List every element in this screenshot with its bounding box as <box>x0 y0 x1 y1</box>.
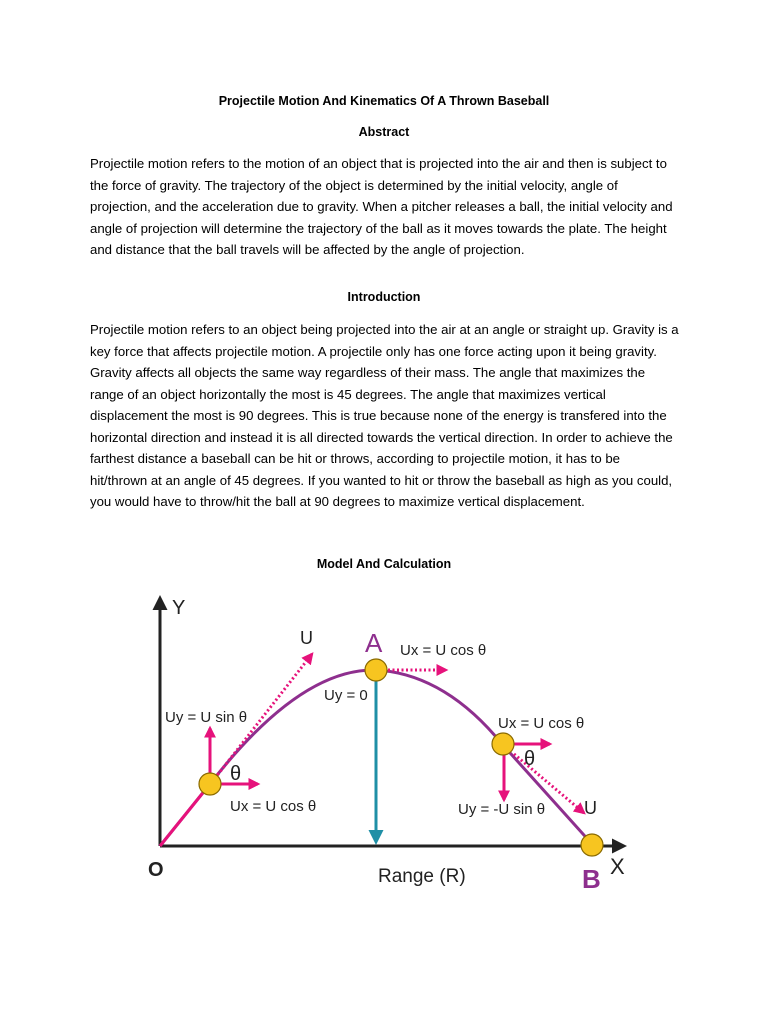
ball-impact <box>581 834 603 856</box>
range-label: Range (R) <box>378 866 466 887</box>
ball-launch <box>199 773 221 795</box>
launch-velocity-label: U <box>300 628 313 648</box>
ball-descent <box>492 733 514 755</box>
launch-theta-label: θ <box>230 763 242 785</box>
descent-ux-label: Ux = U cos θ <box>498 715 585 732</box>
introduction-heading: Introduction <box>347 290 421 304</box>
projectile-diagram <box>140 588 640 898</box>
y-axis-label: Y <box>172 597 186 619</box>
abstract-heading: Abstract <box>358 125 410 139</box>
launch-uy-label: Uy = U sin θ <box>165 709 248 726</box>
point-b-label: B <box>582 864 601 894</box>
document-title: Projectile Motion And Kinematics Of A Thrown Baseball <box>218 94 550 108</box>
introduction-paragraph: Projectile motion refers to an object being projected into the air at an angle or straight up. Gravity is a key force that affects projectile motion. A projectile only has one force acting upon it being gravity. Gravity affects all objects the same way regardless of their mass. The angle that maximizes the range of an object horizontally the most is 45 degrees. The angle that maximizes vertical displacement the most is 90 degrees. This is true because none of the energy is transfered into the horizontal direction and instead it is all directed towards the vertical direction. In order to achieve the farthest distance a baseball can be hit or throws, according to projectile motion, it has to be hit/thrown at an angle of 45 degrees. If you wanted to hit or throw the baseball as high as you could, you would have to throw/hit the ball at 90 degrees to maximize vertical displacement. <box>90 322 679 509</box>
point-a-label: A <box>365 628 383 658</box>
apex-ux-label: Ux = U cos θ <box>400 642 487 659</box>
impact-velocity-label: U <box>584 798 597 818</box>
abstract-paragraph: Projectile motion refers to the motion of an object that is projected into the air and then is subject to the force of gravity. The trajectory of the object is determined by the initial velocity, angle of projection, and the acceleration due to gravity. When a pitcher releases a ball, the initial velocity and angle of projection will determine the trajectory of the ball as it moves towards the plate. The height and distance that the ball travels will be affected by the angle of projection. <box>90 156 673 257</box>
ball-apex <box>365 659 387 681</box>
descent-uy-label: Uy = -U sin θ <box>458 801 546 818</box>
x-axis-label: X <box>610 854 625 879</box>
model-heading: Model And Calculation <box>316 557 452 571</box>
launch-ux-label: Ux = U cos θ <box>230 798 317 815</box>
launch-segment <box>160 784 210 846</box>
origin-label: O <box>148 859 164 881</box>
apex-uy-label: Uy = 0 <box>324 687 368 704</box>
projectile-diagram-svg <box>140 588 640 898</box>
descent-theta-label: θ <box>524 748 536 770</box>
